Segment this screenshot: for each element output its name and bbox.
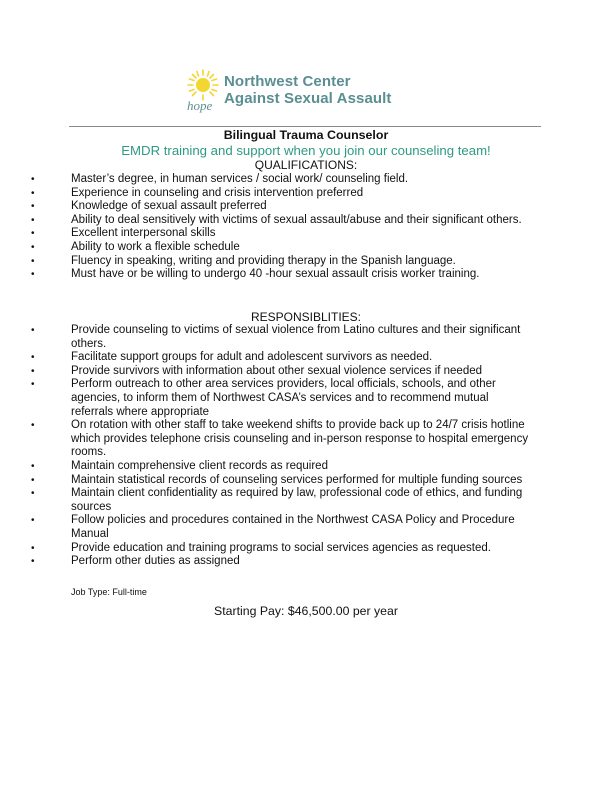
starting-pay: Starting Pay: $46,500.00 per year bbox=[214, 604, 398, 618]
responsibilities-heading: RESPONSIBLITIES: bbox=[250, 310, 362, 324]
qualification-item: • Experience in counseling and crisis intervention preferred bbox=[71, 187, 531, 201]
job-title: Bilingual Trauma Counselor bbox=[223, 128, 389, 142]
responsibility-item: • Provide education and training programs to social services agencies as requested. bbox=[71, 542, 531, 556]
organization-name-line-1: Northwest Center bbox=[224, 73, 351, 90]
responsibilities-list bbox=[71, 324, 531, 569]
qualification-item: • Master’s degree, in human services / social work/ counseling field. bbox=[71, 173, 531, 187]
qualification-item: • Fluency in speaking, writing and providing therapy in the Spanish language. bbox=[71, 255, 531, 269]
organization-name-line-2: Against Sexual Assault bbox=[224, 90, 392, 107]
organization-name bbox=[224, 73, 392, 107]
responsibility-item: • Provide survivors with information about other sexual violence services if needed bbox=[71, 365, 531, 379]
header-divider bbox=[69, 126, 541, 127]
responsibility-item: • Perform other duties as assigned bbox=[71, 555, 531, 569]
organization-logo bbox=[186, 68, 446, 114]
job-subtitle: EMDR training and support when you join our counseling team! bbox=[121, 143, 491, 158]
qualifications-list bbox=[71, 173, 531, 282]
responsibility-item: • Facilitate support groups for adult and adolescent survivors as needed. bbox=[71, 351, 531, 365]
responsibility-item: • Follow policies and procedures contained in the Northwest CASA Policy and Procedure Manual bbox=[71, 514, 531, 541]
qualification-item: • Ability to work a flexible schedule bbox=[71, 241, 531, 255]
qualification-item: • Excellent interpersonal skills bbox=[71, 227, 531, 241]
responsibility-item: • On rotation with other staff to take weekend shifts to provide back up to 24/7 crisis hotline which provides telephone crisis counseling and in-person response to hospital emergency rooms. bbox=[71, 419, 531, 460]
job-type: Job Type: Full-time bbox=[71, 587, 147, 597]
qualifications-heading: QUALIFICATIONS: bbox=[254, 158, 358, 172]
qualification-item: • Ability to deal sensitively with victims of sexual assault/abuse and their significant others. bbox=[71, 214, 531, 228]
sun-logo-icon bbox=[186, 68, 222, 114]
responsibility-item: • Perform outreach to other area services providers, local officials, schools, and other agencies, to inform them of Northwest CASA’s services and to recommend mutual referrals where appropriate bbox=[71, 378, 531, 419]
logo-tagline: hope bbox=[187, 98, 213, 113]
responsibility-item: • Maintain statistical records of counseling services performed for multiple funding sources bbox=[71, 474, 531, 488]
qualification-item: • Knowledge of sexual assault preferred bbox=[71, 200, 531, 214]
responsibility-item: • Maintain comprehensive client records as required bbox=[71, 460, 531, 474]
responsibility-item: • Provide counseling to victims of sexual violence from Latino cultures and their significant others. bbox=[71, 324, 531, 351]
responsibility-item: • Maintain client confidentiality as required by law, professional code of ethics, and funding sources bbox=[71, 487, 531, 514]
qualification-item: • Must have or be willing to undergo 40 -hour sexual assault crisis worker training. bbox=[71, 268, 531, 282]
